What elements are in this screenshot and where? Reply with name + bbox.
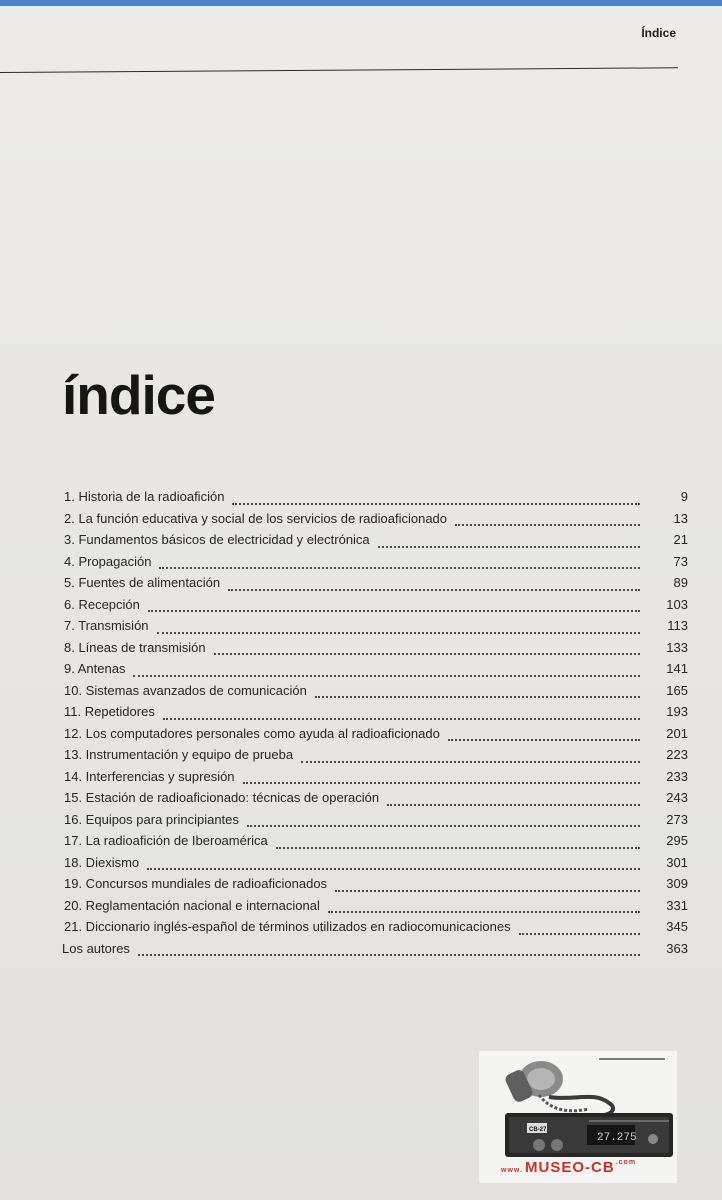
dot-leader [448, 737, 640, 741]
dot-leader [387, 802, 640, 806]
toc-entry-page: 133 [666, 639, 688, 655]
toc-entry-title: 11. Repetidores [64, 704, 155, 719]
running-header: Índice [641, 26, 676, 40]
toc-entry [64, 554, 688, 576]
toc-entry-page: 193 [666, 704, 688, 719]
toc-entry-page: 165 [666, 682, 688, 698]
toc-entry-page: 331 [666, 897, 688, 913]
watermark-suffix: .com [615, 1159, 637, 1166]
toc-entry-title: 7. Transmisión [64, 618, 149, 633]
toc-entry-page: 113 [667, 618, 688, 633]
dot-leader [243, 780, 640, 784]
toc-entry-page: 141 [666, 661, 688, 676]
toc-entry-title: 12. Los computadores personales como ayuda al radioaficionado [64, 725, 440, 741]
dot-leader [247, 823, 640, 827]
toc-entry-title: 17. La radioafición de Iberoamérica [64, 833, 268, 848]
dot-leader [133, 673, 640, 677]
toc-entry-page: 103 [666, 596, 688, 612]
toc-entry-page: 223 [666, 747, 688, 762]
watermark [479, 1051, 677, 1183]
watermark-text [501, 1159, 636, 1176]
toc-entry-title: 4. Propagación [64, 553, 152, 569]
radio-badge: CB-27 [529, 1127, 547, 1133]
toc-entry-title: 16. Equipos para principiantes [64, 811, 239, 827]
header-rule [0, 67, 678, 73]
page-title: índice [62, 364, 215, 426]
toc-entry [64, 726, 688, 748]
toc-entry [64, 511, 688, 533]
toc-entry-title: 20. Reglamentación nacional e internacional [64, 897, 320, 913]
toc-entry-title: 14. Interferencias y supresión [64, 768, 235, 784]
toc-entry-page: 273 [666, 811, 688, 827]
toc-entry-title: 13. Instrumentación y equipo de prueba [64, 747, 294, 762]
dot-leader [335, 888, 640, 892]
toc-entry-title: 10. Sistemas avanzados de comunicación [64, 682, 307, 698]
toc-entry [64, 876, 688, 898]
toc-entry [64, 618, 688, 640]
toc-entry [64, 683, 688, 705]
toc-entry-title: 21. Diccionario inglés-español de términos utilizados en radiocomunicaciones [64, 919, 511, 934]
toc-entry [64, 704, 688, 726]
watermark-prefix: www. [501, 1167, 524, 1174]
toc-entry-page: 89 [673, 575, 688, 590]
radio-display: 27.275 [597, 1132, 637, 1144]
dot-leader [147, 866, 640, 870]
toc-entry-title: 9. Antenas [64, 661, 126, 676]
toc-entry-page: 363 [666, 940, 688, 956]
dot-leader [228, 587, 640, 591]
dot-leader [148, 608, 640, 612]
toc-entry-title: 5. Fuentes de alimentación [64, 575, 221, 590]
watermark-name: MUSEO-CB [525, 1159, 615, 1176]
dot-leader [163, 716, 640, 720]
toc-entry-page: 9 [680, 489, 688, 504]
toc-entry-title: Los autores [62, 940, 130, 956]
dot-leader [519, 931, 640, 935]
toc-entry [64, 769, 688, 791]
toc-entry [64, 597, 688, 619]
toc-entry-page: 13 [673, 510, 688, 526]
dot-leader [315, 694, 640, 698]
toc-entry-title: 18. Diexismo [64, 854, 140, 870]
dot-leader [328, 909, 640, 913]
toc-entry-page: 309 [666, 876, 688, 891]
toc-entry-title: 19. Concursos mundiales de radioaficionados [64, 876, 328, 891]
toc-entry-title: 2. La función educativa y social de los servicios de radioaficionado [64, 510, 448, 526]
table-of-contents [64, 489, 688, 962]
toc-entry [64, 790, 688, 812]
toc-entry-title: 6. Recepción [64, 596, 140, 612]
toc-entry-title: 15. Estación de radioaficionado: técnicas de operación [64, 790, 380, 805]
dot-leader [455, 522, 640, 526]
toc-entry [64, 640, 688, 662]
toc-entry [64, 812, 688, 834]
toc-entry [64, 747, 688, 769]
dot-leader [276, 845, 640, 849]
toc-entry [64, 575, 688, 597]
toc-entry-title: 3. Fundamentos básicos de electricidad y electrónica [64, 532, 370, 547]
dot-leader [378, 544, 640, 548]
toc-entry-title: 1. Historia de la radioafición [64, 489, 225, 504]
toc-entry [64, 661, 688, 683]
toc-entry [62, 941, 688, 963]
toc-entry [64, 919, 688, 941]
toc-entry [64, 532, 688, 554]
toc-entry [64, 489, 688, 511]
dot-leader [301, 759, 640, 763]
dot-leader [138, 952, 640, 956]
toc-entry-page: 21 [673, 532, 688, 547]
cb-radio-icon [479, 1051, 677, 1161]
toc-entry-page: 201 [666, 725, 688, 741]
toc-entry [64, 833, 688, 855]
dot-leader [214, 651, 640, 655]
toc-entry-page: 345 [666, 919, 688, 934]
toc-entry-page: 301 [666, 854, 688, 870]
dot-leader [159, 565, 640, 569]
toc-entry-page: 233 [666, 768, 688, 784]
toc-entry [64, 855, 688, 877]
toc-entry-page: 295 [666, 833, 688, 848]
toc-entry-page: 73 [673, 553, 688, 569]
book-page [0, 6, 722, 1200]
dot-leader [232, 501, 640, 505]
dot-leader [157, 630, 640, 634]
toc-entry-page: 243 [666, 790, 688, 805]
toc-entry-title: 8. Líneas de transmisión [64, 639, 206, 655]
toc-entry [64, 898, 688, 920]
